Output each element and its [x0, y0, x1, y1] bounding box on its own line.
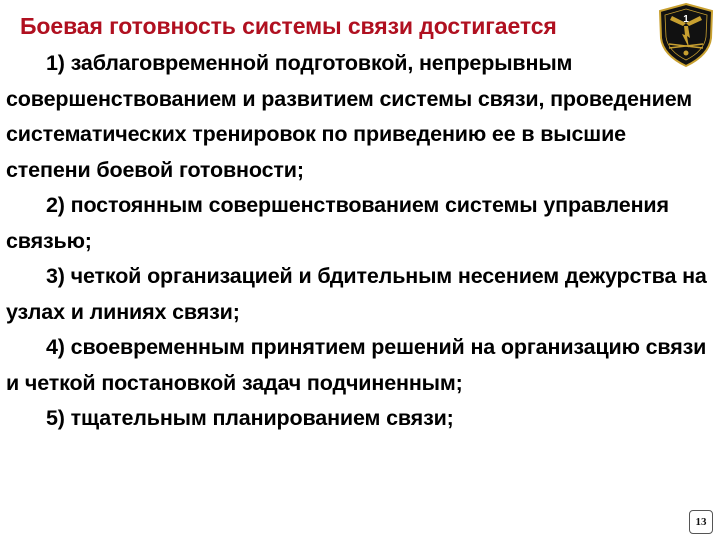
list-item: 1) заблаговременной подготовкой, непрерывным совершенствованием и развитием системы связи, проведением систематических тренировок по приведению ее в высшие степени боевой готовности;	[6, 51, 692, 182]
list-item: 3) четкой организацией и бдительным несением дежурства на узлах и линиях связи;	[6, 264, 707, 324]
slide-title: Боевая готовность системы связи достигается	[20, 13, 557, 39]
page-number: 13	[689, 510, 713, 534]
slide-body	[6, 46, 710, 437]
emblem-number: 1	[683, 14, 689, 25]
list-item: 4) своевременным принятием решений на организацию связи и четкой постановкой задач подчиненным;	[6, 335, 707, 395]
list-item: 2) постоянным совершенствованием системы управления связью;	[6, 193, 669, 253]
list-item: 5) тщательным планированием связи;	[46, 406, 454, 430]
